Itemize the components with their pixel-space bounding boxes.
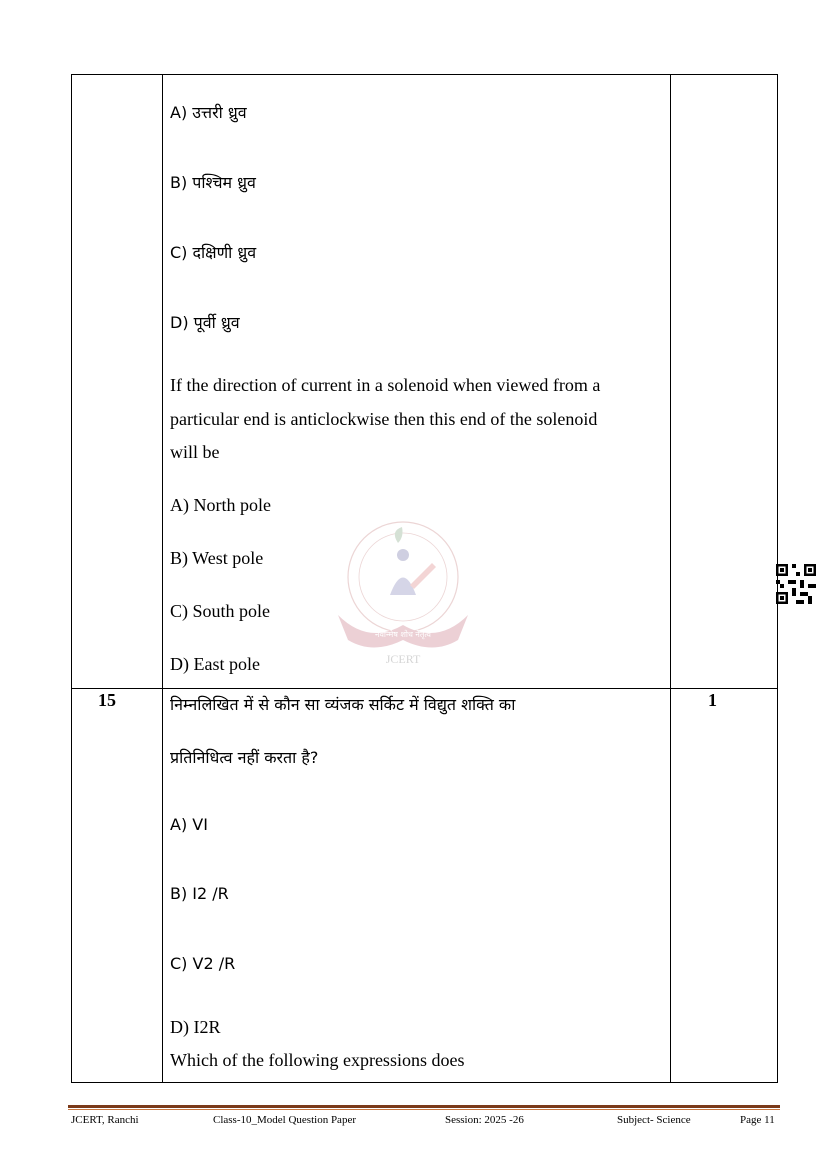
hindi-option-c: C) दक्षिणी ध्रुव	[170, 243, 257, 262]
question-english-text: Which of the following expressions does	[170, 1050, 465, 1070]
question-marks: 1	[708, 690, 717, 710]
footer-org: JCERT, Ranchi	[71, 1114, 139, 1126]
qr-code-icon	[776, 564, 816, 604]
hindi-option-b: B) पश्चिम ध्रुव	[170, 173, 256, 192]
option-a: A) VI	[170, 815, 208, 834]
row-divider	[72, 688, 777, 689]
hindi-option-d: D) पूर्वी ध्रुव	[170, 313, 240, 332]
jcert-watermark-logo	[318, 515, 488, 675]
watermark-ribbon-text: नवोन्मेष शोध नेतृत्व	[375, 630, 431, 639]
footer-subject: Subject- Science	[617, 1114, 691, 1126]
footer-session: Session: 2025 -26	[445, 1114, 524, 1126]
footer-rule	[68, 1109, 780, 1110]
question-hindi-line: प्रतिनिधित्व नहीं करता है?	[170, 748, 319, 767]
hindi-option-a: A) उत्तरी ध्रुव	[170, 103, 247, 122]
option-d: D) I2R	[170, 1017, 221, 1037]
option-b: B) I2 /R	[170, 884, 229, 903]
english-option-c: C) South pole	[170, 601, 271, 621]
watermark-label: JCERT	[385, 652, 421, 666]
footer-paper: Class-10_Model Question Paper	[213, 1114, 356, 1126]
column-divider	[670, 75, 671, 1082]
option-c: C) V2 /R	[170, 954, 236, 973]
footer-page: Page 11	[740, 1114, 775, 1126]
question-hindi-line: निम्नलिखित में से कौन सा व्यंजक सर्किट में विद्युत शक्ति का	[170, 695, 516, 714]
footer-rule	[68, 1105, 780, 1108]
english-option-a: A) North pole	[170, 495, 271, 515]
question-text-line: particular end is anticlockwise then this end of the solenoid	[170, 409, 598, 429]
question-number: 15	[98, 690, 116, 710]
english-option-b: B) West pole	[170, 548, 264, 568]
question-text-line: will be	[170, 442, 220, 462]
english-option-d: D) East pole	[170, 654, 260, 674]
question-text-line: If the direction of current in a solenoid when viewed from a	[170, 375, 601, 395]
column-divider	[162, 75, 163, 1082]
